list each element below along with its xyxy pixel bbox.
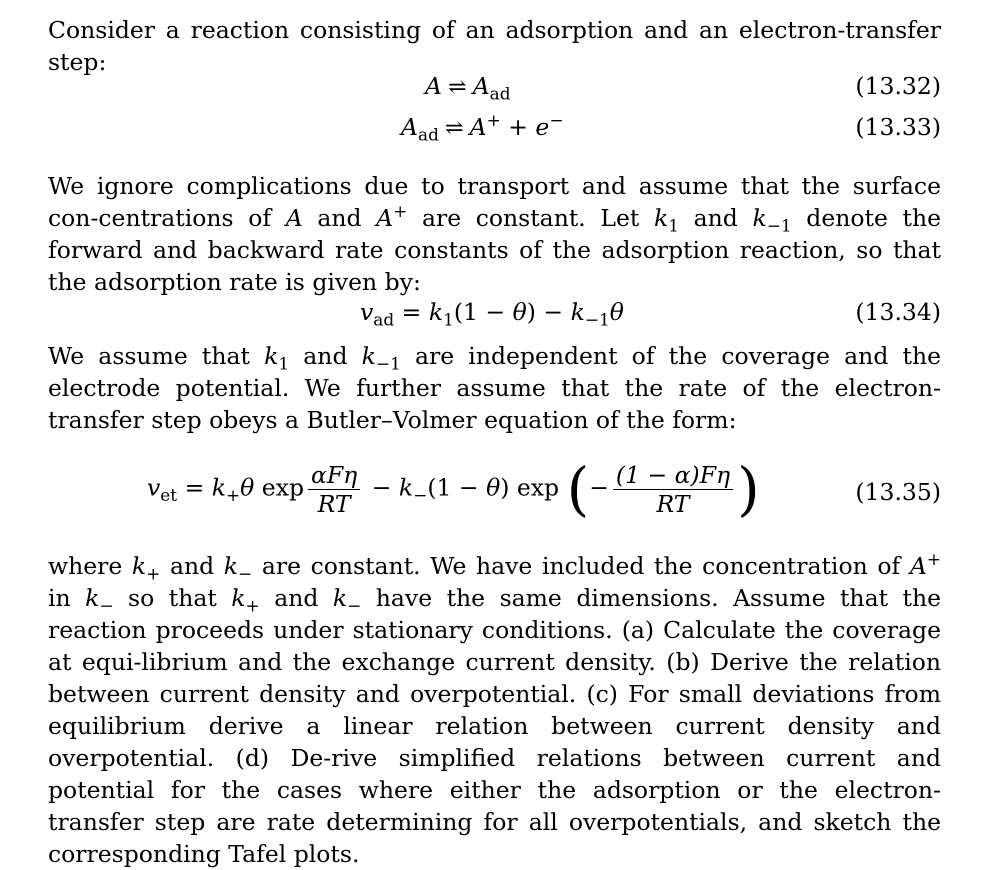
paragraph-assumptions: We assume that $k_1$ and $k_{-1}$ are independent of the coverage and the electrode potential. We further assume that the rate of the electron-transfer step obeys a Butler–Volmer equation of the form:: [48, 342, 942, 434]
paragraph-tasks: where $k_+$ and $k_-$ are constant. We have included the concentration of A+ in $k_-$ so that $k_+$ and $k_-$ have the same dimensions. Assume that the reaction proceeds under stationary conditions. (a) Calculate the coverage at equi-librium and the exchange current density. (b) Derive the relation between current density and overpotential. (c) For small deviations from equilibrium derive a linear relation between current density and overpotential. (d) De-rive simplified relations between current and potential for the cases where either the adsorption or the electron-transfer step are rate determining for all overpotentials, and sketch the corresponding Tafel plots.: [48, 549, 941, 868]
equation-number: (13.32): [855, 72, 941, 100]
equation-body: $A_{ad}$ ⇌ A+ + e−: [401, 110, 564, 145]
equation-number: (13.33): [855, 113, 941, 141]
fraction-forward: $\frac{\text{αFη}}{RT}$: [308, 461, 360, 518]
equation-13-34: [0, 298, 1007, 338]
equation-number: (13.35): [855, 478, 941, 506]
equation-13-33: [0, 110, 1007, 153]
equation-body: A ⇌ $A_{ad}$: [425, 72, 511, 104]
equation-number: (13.34): [855, 298, 941, 326]
equation-13-35: [0, 455, 1007, 530]
intro-text: Consider a reaction consisting of an adsorption and an electron-transfer step:: [48, 16, 941, 76]
paragraph-transport: We ignore complications due to transport and assume that the surface con-centrations of A and A+ are constant. Let $k_1$ and $k_{-1}$ denote the forward and backward rate constants of the adsorption reaction, so that the adsorption rate is given by:: [48, 172, 941, 296]
fraction-backward: $\frac{(1 - \alpha)F\eta}{RT}$: [613, 461, 733, 518]
equation-13-32: [0, 72, 1007, 112]
equation-body: $v_{ad} = k_1(1 - \theta) - k_{-1}\theta$: [360, 298, 624, 330]
equation-body: $v_{et} = k_+\theta$ exp $\frac{\text{αFη}}{RT}$ − $k_-(1 - \theta)$ exp (− $\frac{(1 - \alpha)F\eta}{RT}$ ): [147, 455, 760, 523]
